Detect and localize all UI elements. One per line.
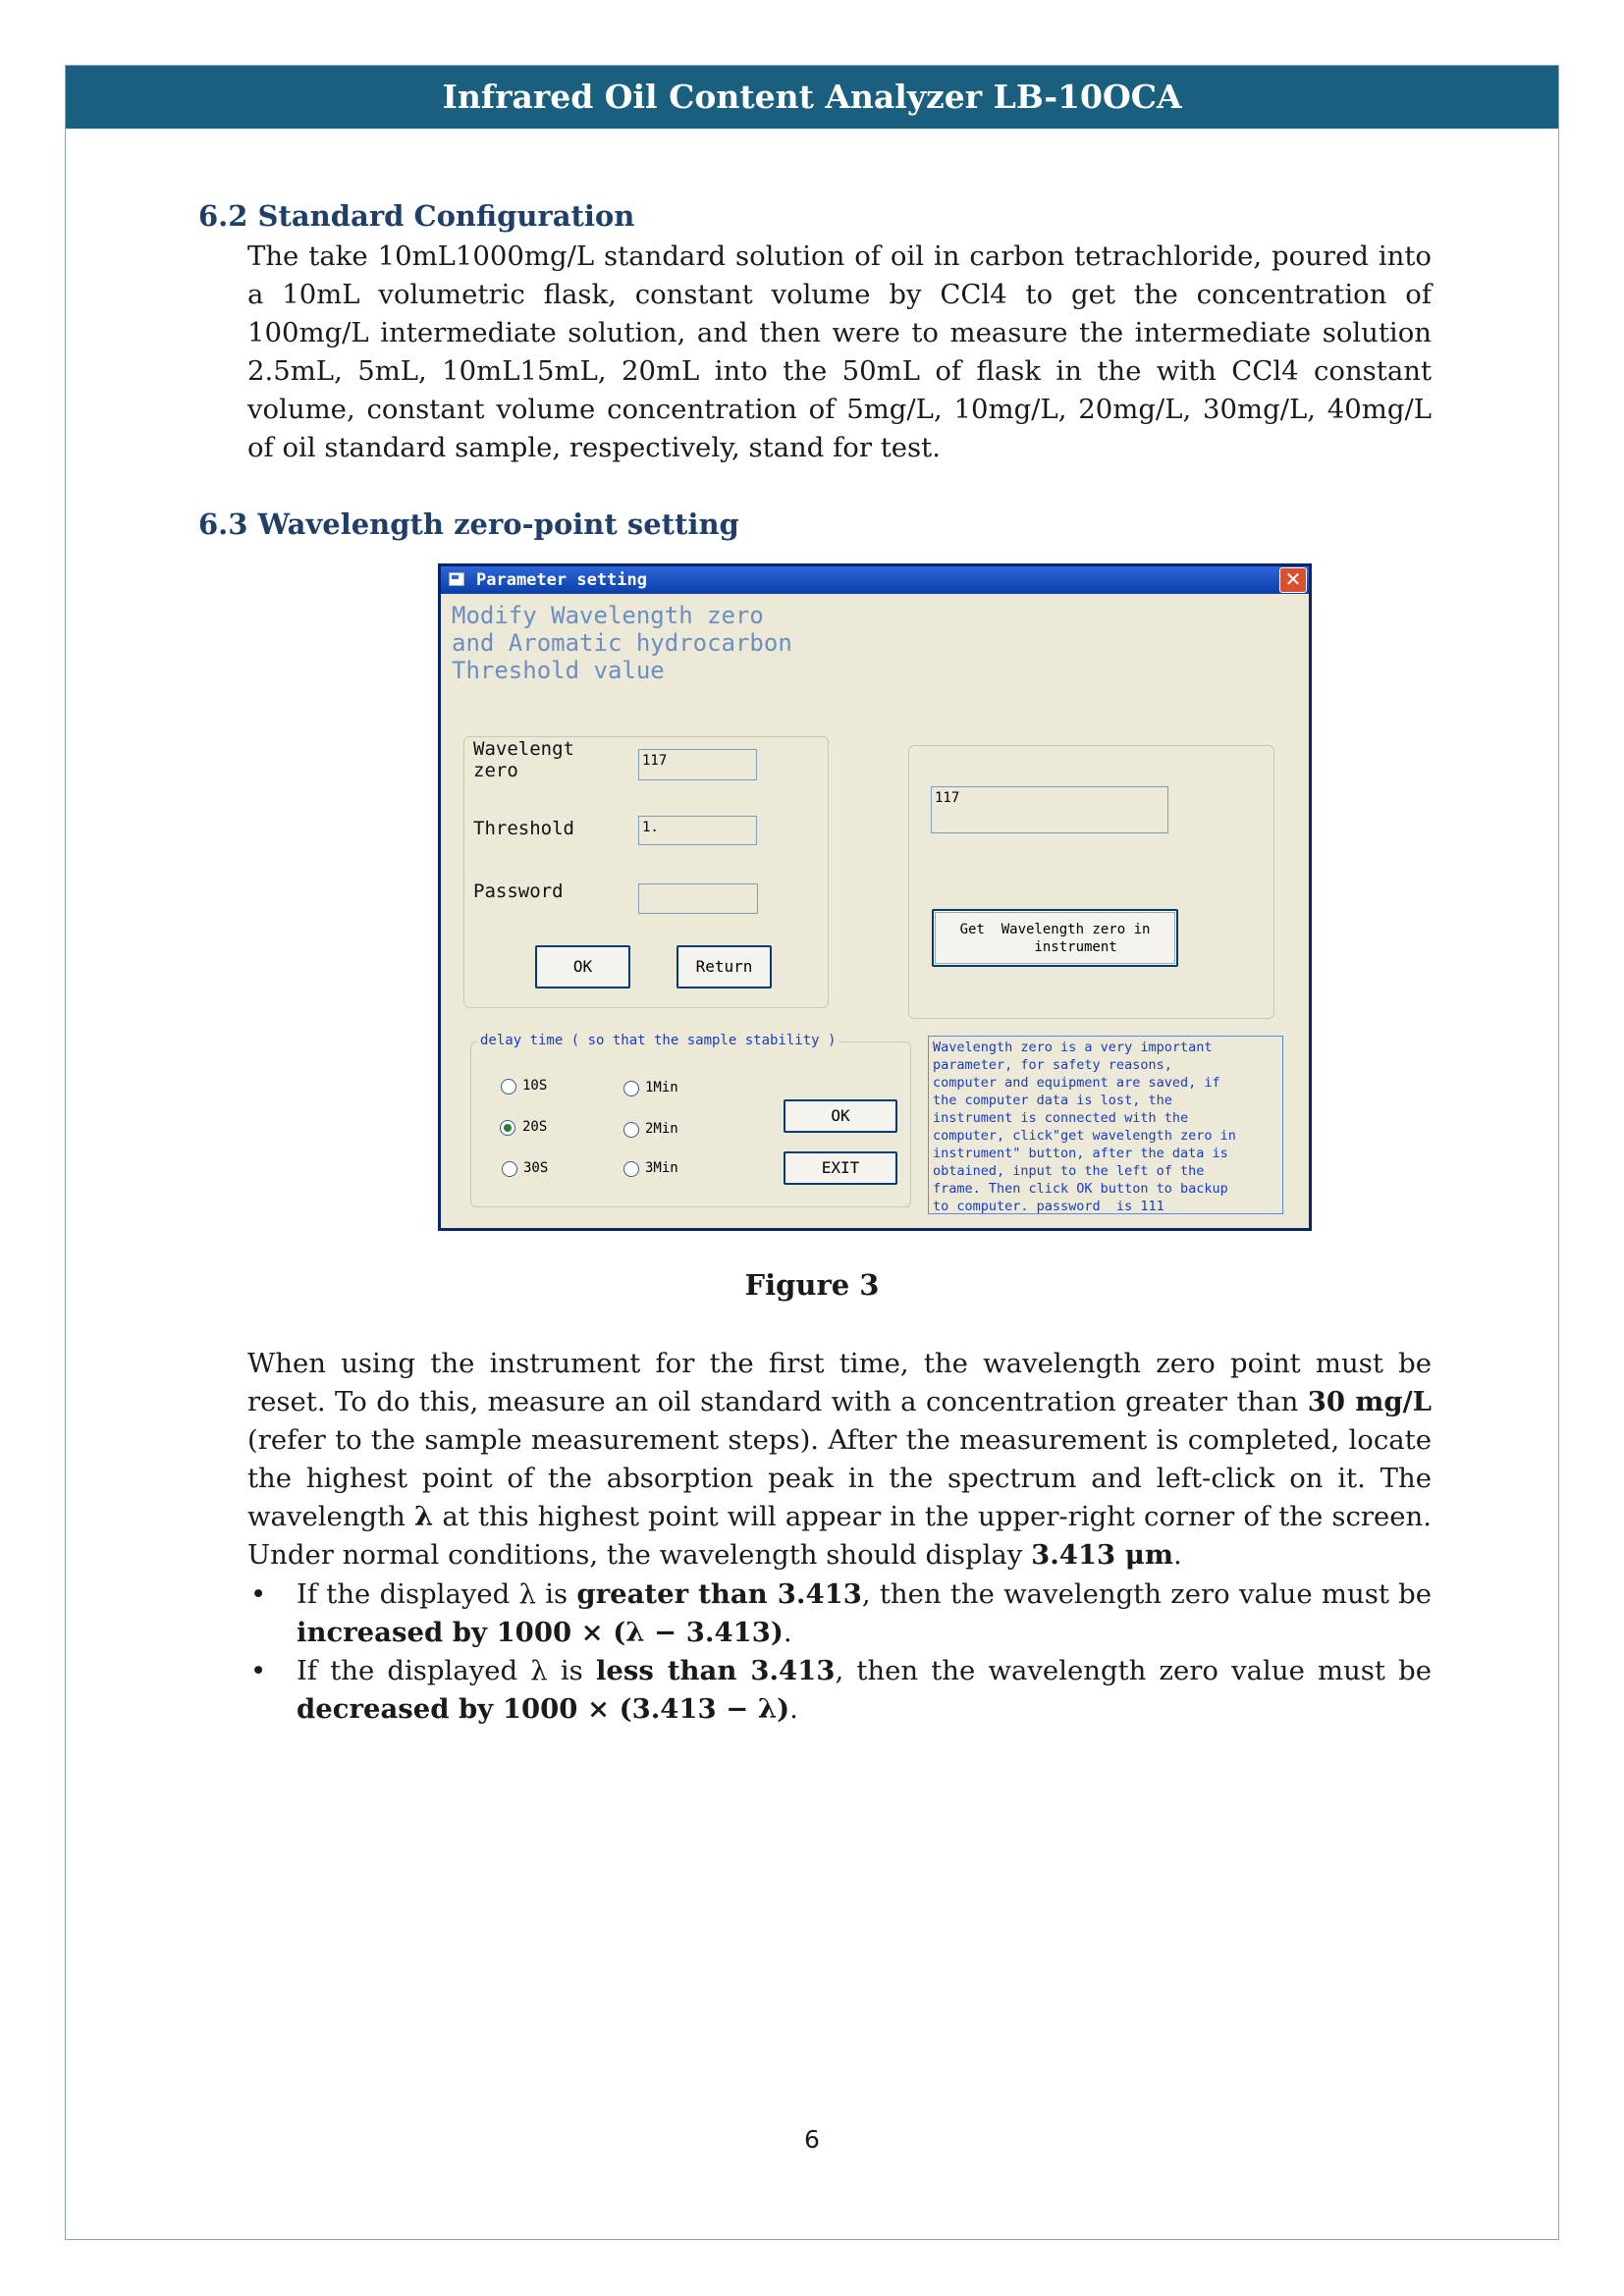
radio-3min-label: 3Min	[645, 1160, 678, 1176]
radio-30s[interactable]	[502, 1161, 517, 1177]
radio-20s-label: 20S	[522, 1119, 548, 1135]
radio-30s-label: 30S	[523, 1160, 549, 1176]
paragraph-bold-wavelength: 3.413 μm	[1031, 1539, 1173, 1571]
radio-2min-label: 2Min	[645, 1121, 678, 1137]
parameter-group	[463, 736, 829, 1008]
instrument-group	[908, 745, 1274, 1019]
paragraph-text-1: When using the instrument for the first time, the wavelength zero point must be reset. To do this, measure an oil standard with a concentration greater than	[247, 1348, 1432, 1417]
bullet-bold: greater than 3.413	[576, 1578, 862, 1610]
bullet-bold: decreased by 1000 × (3.413 − λ)	[297, 1693, 790, 1725]
paragraph-bold-concentration: 30 mg/L	[1307, 1386, 1432, 1417]
radio-3min[interactable]	[623, 1161, 639, 1177]
list-item	[247, 1652, 1432, 1729]
paragraph-text-3: at this highest point will appear in the upper-right corner of the screen. Under normal conditions, the wavelength should display	[247, 1501, 1432, 1571]
dialog-title: Parameter setting	[476, 570, 647, 590]
adjustment-bullet-list	[247, 1575, 1432, 1729]
paragraph-text-4: .	[1173, 1539, 1182, 1571]
bullet-bold: increased by 1000 × (λ − 3.413)	[297, 1617, 784, 1648]
bullet-text: If the displayed λ is	[297, 1578, 577, 1610]
return-button[interactable]: Return	[677, 945, 772, 988]
dialog-body	[441, 594, 1309, 1228]
radio-2min[interactable]	[623, 1122, 639, 1138]
wavelength-reset-paragraph	[247, 1345, 1432, 1575]
paragraph-text-2: (refer to the sample measurement steps). After the measurement is completed, locate the highest point of the absorption peak in the spectrum and left-click on it. The wavelength	[247, 1424, 1432, 1532]
radio-20s[interactable]	[500, 1120, 515, 1136]
bullet-text: .	[783, 1617, 792, 1648]
section-heading-standard-configuration: 6.2 Standard Configuration	[198, 199, 635, 233]
ok-button[interactable]: OK	[535, 945, 630, 988]
bullet-text: , then the wavelength zero value must be	[835, 1655, 1432, 1686]
threshold-input[interactable]: 1.	[638, 816, 757, 845]
instrument-wavelength-display: 117	[931, 786, 1168, 833]
delay-time-legend: delay time ( so that the sample stability )	[477, 1033, 839, 1048]
figure-caption: Figure 3	[744, 1268, 880, 1302]
dialog-titlebar	[441, 566, 1309, 594]
bullet-text: , then the wavelength zero value must be	[861, 1578, 1432, 1610]
dialog-heading: Modify Wavelength zero and Aromatic hydrocarbon Threshold value	[452, 602, 792, 684]
delay-time-group	[470, 1033, 911, 1207]
bullet-text: If the displayed λ is	[297, 1655, 596, 1686]
bullet-icon: •	[250, 1578, 267, 1610]
get-wavelength-zero-button[interactable]: Get Wavelength zero in instrument	[932, 909, 1178, 967]
section-heading-wavelength-zero: 6.3 Wavelength zero-point setting	[198, 507, 739, 541]
radio-10s-label: 10S	[522, 1078, 548, 1094]
radio-1min-label: 1Min	[645, 1080, 678, 1095]
wavelength-zero-label: Wavelengt zero	[473, 738, 574, 781]
list-item	[247, 1575, 1432, 1652]
app-window-icon	[449, 572, 464, 586]
wavelength-zero-input[interactable]: 117	[638, 749, 757, 780]
bullet-bold: less than 3.413	[595, 1655, 836, 1686]
password-input[interactable]	[638, 883, 758, 914]
radio-10s[interactable]	[501, 1079, 516, 1095]
standard-configuration-paragraph: The take 10mL1000mg/L standard solution of oil in carbon tetrachloride, poured into a 10mL volumetric flask, constant volume by CCl4 to get the concentration of 100mg/L intermediate solution, and then were to measure the intermediate solution 2.5mL, 5mL, 10mL15mL, 20mL into the 50mL of flask in the with CCl4 constant volume, constant volume concentration of 5mg/L, 10mg/L, 20mg/L, 30mg/L, 40mg/L of oil standard sample, respectively, stand for test.	[247, 240, 1432, 463]
password-label: Password	[473, 881, 564, 902]
page-header: Infrared Oil Content Analyzer LB-10OCA	[66, 66, 1558, 129]
wavelength-info-box: Wavelength zero is a very important parameter, for safety reasons, computer and equipment are saved, if the computer data is lost, the instrument is connected with the computer, click"get wavelength zero in instrument" button, after the data is obtained, input to the left of the frame. Then click OK button to backup to computer. password is 111	[928, 1036, 1283, 1214]
exit-button[interactable]: EXIT	[784, 1151, 897, 1185]
paragraph-bold-lambda: λ	[413, 1501, 434, 1532]
bullet-text: .	[789, 1693, 798, 1725]
page-number: 6	[804, 2125, 820, 2154]
close-icon[interactable]: ✕	[1279, 567, 1307, 593]
radio-1min[interactable]	[623, 1081, 639, 1096]
bullet-icon: •	[250, 1655, 267, 1686]
parameter-setting-dialog	[438, 563, 1312, 1231]
threshold-label: Threshold	[473, 818, 574, 839]
delay-ok-button[interactable]: OK	[784, 1099, 897, 1133]
